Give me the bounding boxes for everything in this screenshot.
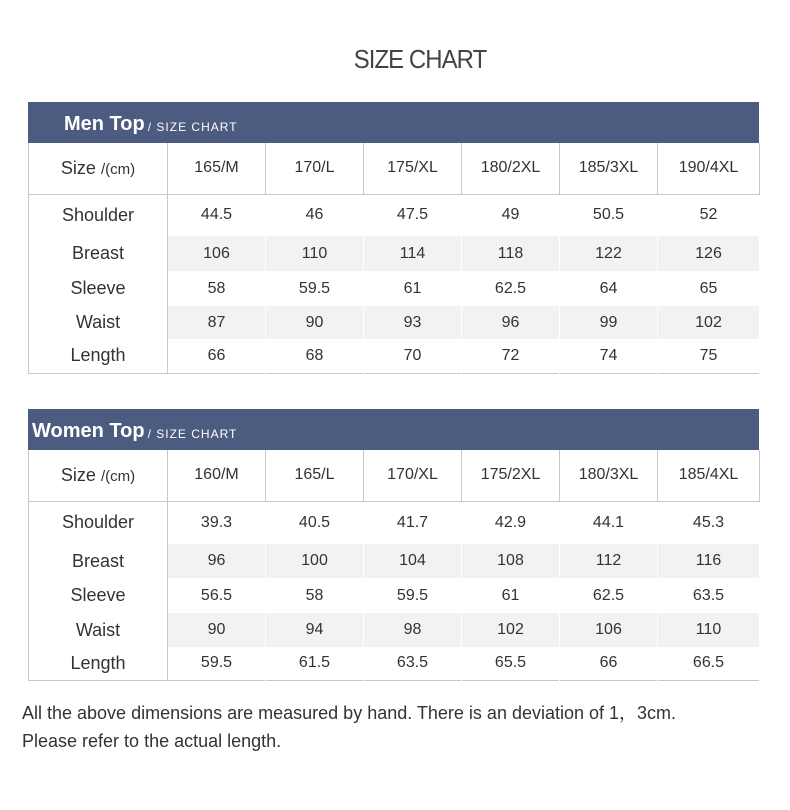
measurement-value: 47.5	[364, 194, 462, 236]
measurement-value: 118	[462, 236, 560, 271]
measurement-value: 40.5	[266, 501, 364, 544]
size-column-header: 180/3XL	[560, 450, 658, 501]
size-column-header: 170/L	[266, 143, 364, 194]
measurement-label: Length	[29, 339, 168, 373]
measurement-value: 114	[364, 236, 462, 271]
size-column-header: 175/XL	[364, 143, 462, 194]
chart-heading: Men Top	[64, 113, 145, 135]
chart-heading: Women Top	[32, 420, 145, 442]
size-header-row	[29, 143, 760, 194]
measurement-value: 94	[266, 613, 364, 647]
measurement-row	[29, 501, 760, 544]
measurement-note-line-1: All the above dimensions are measured by hand. There is an deviation of 1，3cm.	[22, 703, 677, 723]
measurement-value: 96	[168, 544, 266, 578]
size-column-header: 165/M	[168, 143, 266, 194]
measurement-value: 110	[266, 236, 364, 271]
measurement-value: 59.5	[266, 271, 364, 306]
measurement-value: 39.3	[168, 501, 266, 544]
measurement-label: Length	[29, 647, 168, 680]
measurement-value: 66.5	[658, 647, 760, 680]
measurement-value: 66	[560, 647, 658, 680]
measurement-row	[29, 339, 760, 373]
size-column-header: 170/XL	[364, 450, 462, 501]
measurement-value: 42.9	[462, 501, 560, 544]
size-label-cell	[29, 143, 168, 194]
measurement-value: 116	[658, 544, 760, 578]
measurement-value: 61	[462, 578, 560, 613]
size-column-header: 185/4XL	[658, 450, 760, 501]
chart-header	[28, 409, 759, 450]
chart-subheading: / SIZE CHART	[147, 427, 238, 441]
measurement-value: 98	[364, 613, 462, 647]
size-column-header: 180/2XL	[462, 143, 560, 194]
measurement-value: 64	[560, 271, 658, 306]
measurement-value: 122	[560, 236, 658, 271]
measurement-value: 72	[462, 339, 560, 373]
measurement-value: 126	[658, 236, 760, 271]
unit-label: /(cm)	[100, 467, 136, 485]
size-column-header: 190/4XL	[658, 143, 760, 194]
size-table	[28, 143, 760, 374]
measurement-label: Shoulder	[29, 501, 168, 544]
measurement-value: 96	[462, 306, 560, 339]
measurement-value: 59.5	[168, 647, 266, 680]
measurement-value: 66	[168, 339, 266, 373]
unit-label: /(cm)	[100, 160, 136, 178]
measurement-label: Waist	[29, 306, 168, 339]
size-column-header: 185/3XL	[560, 143, 658, 194]
size-label: Size	[60, 464, 96, 485]
measurement-label: Shoulder	[29, 194, 168, 236]
measurement-value: 50.5	[560, 194, 658, 236]
measurement-value: 100	[266, 544, 364, 578]
measurement-value: 46	[266, 194, 364, 236]
measurement-value: 44.1	[560, 501, 658, 544]
measurement-value: 41.7	[364, 501, 462, 544]
measurement-value: 65	[658, 271, 760, 306]
measurement-value: 104	[364, 544, 462, 578]
measurement-value: 110	[658, 613, 760, 647]
measurement-note-line-2: Please refer to the actual length.	[22, 731, 282, 751]
measurement-row	[29, 271, 760, 306]
measurement-value: 62.5	[560, 578, 658, 613]
measurement-value: 58	[266, 578, 364, 613]
measurement-value: 63.5	[658, 578, 760, 613]
measurement-value: 49	[462, 194, 560, 236]
measurement-label: Sleeve	[29, 578, 168, 613]
measurement-label: Sleeve	[29, 271, 168, 306]
size-column-header: 165/L	[266, 450, 364, 501]
measurement-row	[29, 236, 760, 271]
chart-header	[28, 102, 759, 143]
size-label: Size	[60, 157, 96, 178]
measurement-label: Breast	[29, 544, 168, 578]
men-size-chart	[28, 102, 759, 374]
measurement-value: 52	[658, 194, 760, 236]
measurement-value: 108	[462, 544, 560, 578]
page-title: SIZE CHART	[353, 44, 487, 74]
measurement-value: 58	[168, 271, 266, 306]
measurement-value: 59.5	[364, 578, 462, 613]
women-size-chart	[28, 409, 759, 681]
measurement-value: 63.5	[364, 647, 462, 680]
measurement-value: 62.5	[462, 271, 560, 306]
measurement-value: 61.5	[266, 647, 364, 680]
measurement-value: 90	[266, 306, 364, 339]
measurement-row	[29, 194, 760, 236]
measurement-row	[29, 578, 760, 613]
size-column-header: 175/2XL	[462, 450, 560, 501]
measurement-row	[29, 544, 760, 578]
measurement-value: 106	[560, 613, 658, 647]
measurement-value: 68	[266, 339, 364, 373]
measurement-value: 112	[560, 544, 658, 578]
measurement-value: 74	[560, 339, 658, 373]
measurement-value: 56.5	[168, 578, 266, 613]
measurement-row	[29, 306, 760, 339]
measurement-value: 65.5	[462, 647, 560, 680]
measurement-row	[29, 647, 760, 680]
size-label-cell	[29, 450, 168, 501]
measurement-value: 102	[658, 306, 760, 339]
measurement-value: 90	[168, 613, 266, 647]
measurement-value: 44.5	[168, 194, 266, 236]
measurement-label: Waist	[29, 613, 168, 647]
measurement-value: 102	[462, 613, 560, 647]
measurement-value: 75	[658, 339, 760, 373]
size-column-header: 160/M	[168, 450, 266, 501]
measurement-value: 87	[168, 306, 266, 339]
measurement-value: 93	[364, 306, 462, 339]
measurement-label: Breast	[29, 236, 168, 271]
measurement-value: 99	[560, 306, 658, 339]
measurement-value: 70	[364, 339, 462, 373]
measurement-value: 61	[364, 271, 462, 306]
measurement-row	[29, 613, 760, 647]
measurement-note	[22, 699, 676, 755]
size-table	[28, 450, 760, 681]
measurement-value: 106	[168, 236, 266, 271]
chart-subheading: / SIZE CHART	[147, 120, 238, 134]
measurement-value: 45.3	[658, 501, 760, 544]
size-header-row	[29, 450, 760, 501]
